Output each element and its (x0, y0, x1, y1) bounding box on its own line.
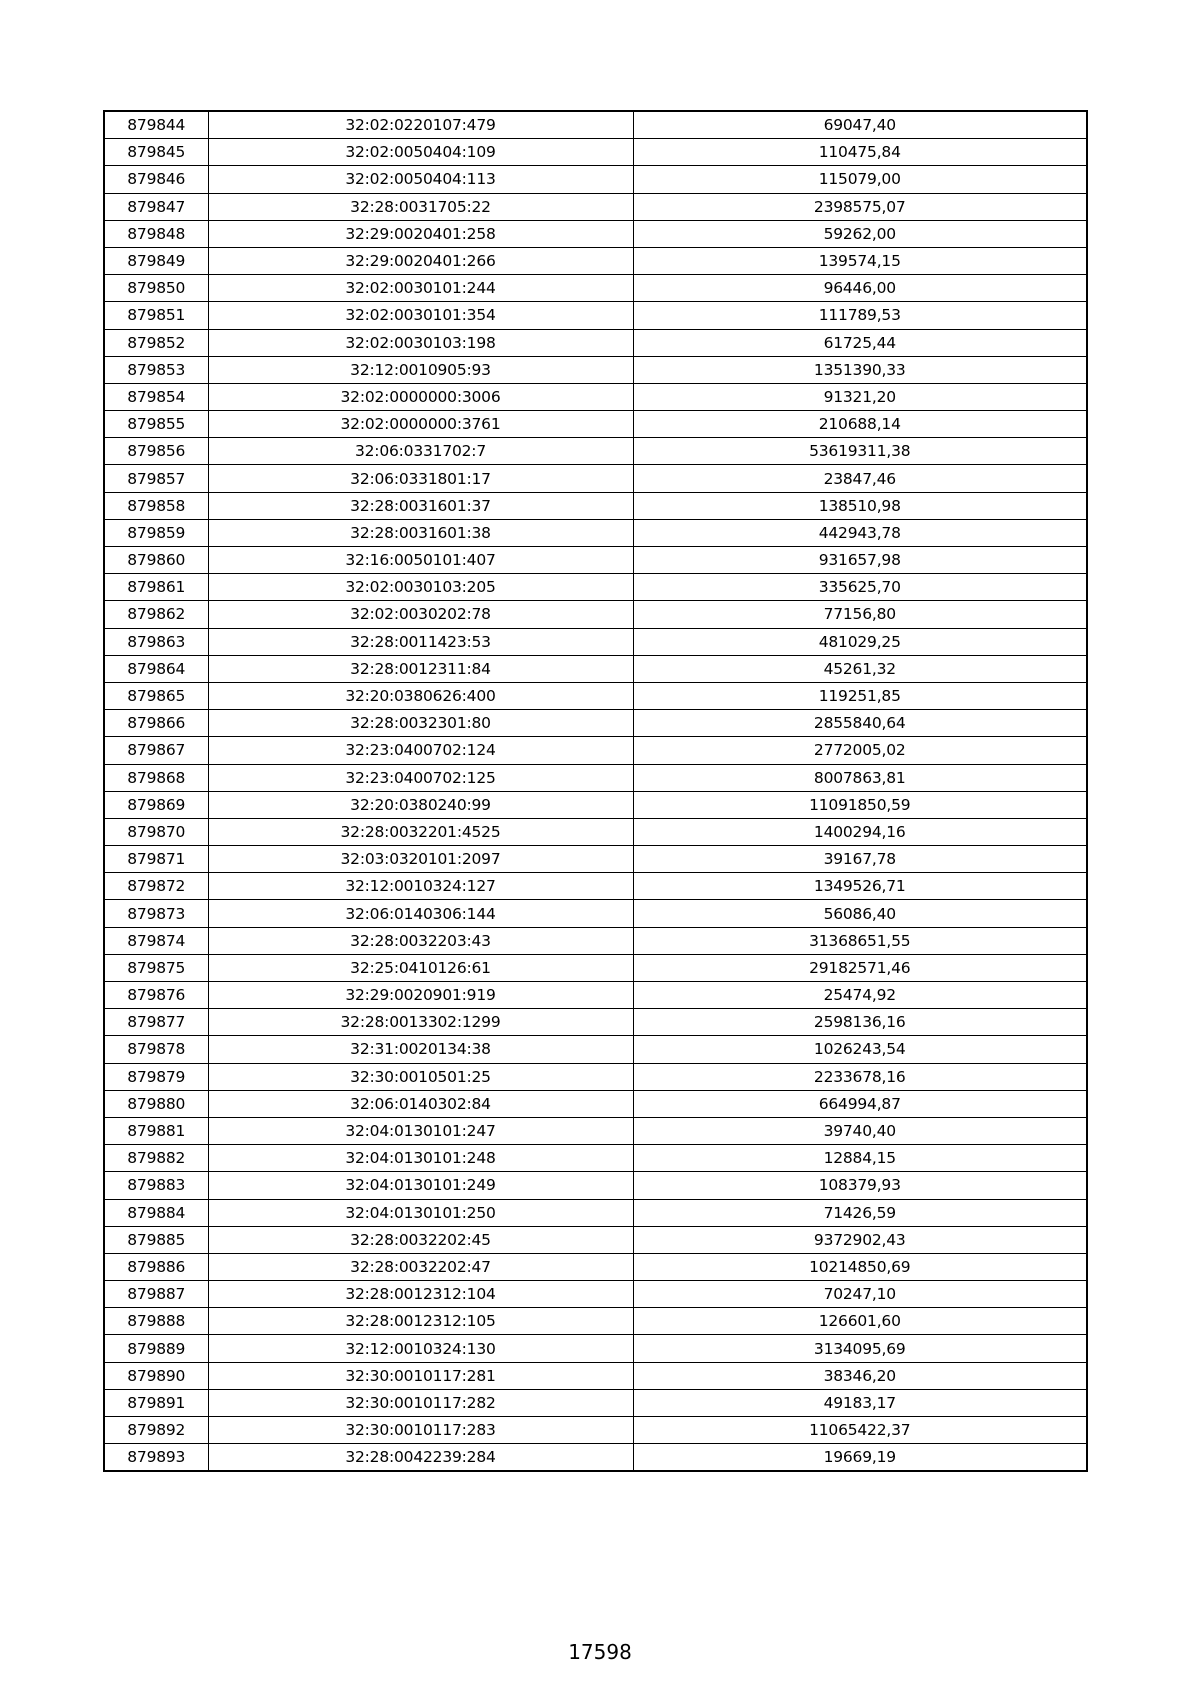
table-row (104, 1417, 1087, 1444)
row-number-cell: 879881 (104, 1117, 208, 1144)
row-number-cell: 879885 (104, 1226, 208, 1253)
value-cell: 38346,20 (633, 1362, 1087, 1389)
row-number-cell: 879876 (104, 982, 208, 1009)
cadastral-number-cell: 32:02:0000000:3006 (208, 383, 633, 410)
row-number-cell: 879884 (104, 1199, 208, 1226)
value-cell: 56086,40 (633, 900, 1087, 927)
table-row (104, 465, 1087, 492)
row-number-cell: 879878 (104, 1036, 208, 1063)
table-row (104, 1117, 1087, 1144)
row-number-cell: 879865 (104, 682, 208, 709)
row-number-cell: 879856 (104, 438, 208, 465)
cadastral-number-cell: 32:28:0031601:38 (208, 519, 633, 546)
value-cell: 1400294,16 (633, 818, 1087, 845)
value-cell: 49183,17 (633, 1389, 1087, 1416)
cadastral-number-cell: 32:12:0010324:127 (208, 873, 633, 900)
table-row (104, 1253, 1087, 1280)
table-row (104, 1063, 1087, 1090)
value-cell: 115079,00 (633, 166, 1087, 193)
table-row (104, 438, 1087, 465)
table-row (104, 547, 1087, 574)
cadastral-number-cell: 32:04:0130101:248 (208, 1145, 633, 1172)
row-number-cell: 879854 (104, 383, 208, 410)
cadastral-number-cell: 32:20:0380626:400 (208, 682, 633, 709)
value-cell: 71426,59 (633, 1199, 1087, 1226)
row-number-cell: 879861 (104, 574, 208, 601)
row-number-cell: 879873 (104, 900, 208, 927)
cadastral-number-cell: 32:28:0031601:37 (208, 492, 633, 519)
row-number-cell: 879877 (104, 1009, 208, 1036)
cadastral-number-cell: 32:04:0130101:250 (208, 1199, 633, 1226)
value-cell: 481029,25 (633, 628, 1087, 655)
table-row (104, 846, 1087, 873)
value-cell: 61725,44 (633, 329, 1087, 356)
value-cell: 2233678,16 (633, 1063, 1087, 1090)
value-cell: 59262,00 (633, 220, 1087, 247)
table-row (104, 492, 1087, 519)
table-row (104, 193, 1087, 220)
cadastral-number-cell: 32:12:0010905:93 (208, 356, 633, 383)
page-number: 17598 (568, 1640, 632, 1664)
row-number-cell: 879868 (104, 764, 208, 791)
registry-table (103, 110, 1088, 1472)
row-number-cell: 879850 (104, 275, 208, 302)
table-row (104, 139, 1087, 166)
row-number-cell: 879863 (104, 628, 208, 655)
row-number-cell: 879847 (104, 193, 208, 220)
table-row (104, 1308, 1087, 1335)
row-number-cell: 879855 (104, 411, 208, 438)
cadastral-number-cell: 32:20:0380240:99 (208, 791, 633, 818)
row-number-cell: 879860 (104, 547, 208, 574)
table-row (104, 873, 1087, 900)
row-number-cell: 879845 (104, 139, 208, 166)
row-number-cell: 879852 (104, 329, 208, 356)
table-row (104, 1090, 1087, 1117)
cadastral-number-cell: 32:25:0410126:61 (208, 954, 633, 981)
cadastral-number-cell: 32:02:0050404:109 (208, 139, 633, 166)
value-cell: 23847,46 (633, 465, 1087, 492)
cadastral-number-cell: 32:23:0400702:125 (208, 764, 633, 791)
value-cell: 39167,78 (633, 846, 1087, 873)
row-number-cell: 879871 (104, 846, 208, 873)
cadastral-number-cell: 32:02:0030202:78 (208, 601, 633, 628)
row-number-cell: 879849 (104, 247, 208, 274)
row-number-cell: 879883 (104, 1172, 208, 1199)
cadastral-number-cell: 32:02:0030101:354 (208, 302, 633, 329)
row-number-cell: 879874 (104, 927, 208, 954)
value-cell: 70247,10 (633, 1281, 1087, 1308)
cadastral-number-cell: 32:02:0030103:205 (208, 574, 633, 601)
row-number-cell: 879872 (104, 873, 208, 900)
value-cell: 53619311,38 (633, 438, 1087, 465)
value-cell: 69047,40 (633, 111, 1087, 139)
table-row (104, 1362, 1087, 1389)
value-cell: 1349526,71 (633, 873, 1087, 900)
value-cell: 10214850,69 (633, 1253, 1087, 1280)
value-cell: 108379,93 (633, 1172, 1087, 1199)
value-cell: 139574,15 (633, 247, 1087, 274)
table-row (104, 1036, 1087, 1063)
row-number-cell: 879892 (104, 1417, 208, 1444)
row-number-cell: 879889 (104, 1335, 208, 1362)
value-cell: 442943,78 (633, 519, 1087, 546)
cadastral-number-cell: 32:06:0331801:17 (208, 465, 633, 492)
table-row (104, 982, 1087, 1009)
value-cell: 9372902,43 (633, 1226, 1087, 1253)
row-number-cell: 879858 (104, 492, 208, 519)
table-row (104, 900, 1087, 927)
table-row (104, 1172, 1087, 1199)
table-row (104, 356, 1087, 383)
table-row (104, 1145, 1087, 1172)
row-number-cell: 879891 (104, 1389, 208, 1416)
value-cell: 210688,14 (633, 411, 1087, 438)
table-row (104, 1226, 1087, 1253)
table-row (104, 329, 1087, 356)
table-row (104, 411, 1087, 438)
value-cell: 12884,15 (633, 1145, 1087, 1172)
value-cell: 2855840,64 (633, 710, 1087, 737)
row-number-cell: 879853 (104, 356, 208, 383)
row-number-cell: 879888 (104, 1308, 208, 1335)
table-row (104, 220, 1087, 247)
table-row (104, 302, 1087, 329)
table-row (104, 601, 1087, 628)
cadastral-number-cell: 32:06:0140306:144 (208, 900, 633, 927)
value-cell: 25474,92 (633, 982, 1087, 1009)
row-number-cell: 879867 (104, 737, 208, 764)
row-number-cell: 879875 (104, 954, 208, 981)
value-cell: 11091850,59 (633, 791, 1087, 818)
cadastral-number-cell: 32:04:0130101:247 (208, 1117, 633, 1144)
value-cell: 96446,00 (633, 275, 1087, 302)
table-row (104, 710, 1087, 737)
value-cell: 1026243,54 (633, 1036, 1087, 1063)
row-number-cell: 879879 (104, 1063, 208, 1090)
table-row (104, 166, 1087, 193)
cadastral-number-cell: 32:12:0010324:130 (208, 1335, 633, 1362)
value-cell: 110475,84 (633, 139, 1087, 166)
value-cell: 1351390,33 (633, 356, 1087, 383)
cadastral-number-cell: 32:03:0320101:2097 (208, 846, 633, 873)
row-number-cell: 879846 (104, 166, 208, 193)
table-row (104, 111, 1087, 139)
cadastral-number-cell: 32:02:0050404:113 (208, 166, 633, 193)
value-cell: 335625,70 (633, 574, 1087, 601)
value-cell: 138510,98 (633, 492, 1087, 519)
table-row (104, 737, 1087, 764)
value-cell: 29182571,46 (633, 954, 1087, 981)
value-cell: 3134095,69 (633, 1335, 1087, 1362)
row-number-cell: 879890 (104, 1362, 208, 1389)
row-number-cell: 879862 (104, 601, 208, 628)
cadastral-number-cell: 32:30:0010117:282 (208, 1389, 633, 1416)
cadastral-number-cell: 32:30:0010501:25 (208, 1063, 633, 1090)
value-cell: 91321,20 (633, 383, 1087, 410)
cadastral-number-cell: 32:28:0012311:84 (208, 655, 633, 682)
row-number-cell: 879864 (104, 655, 208, 682)
value-cell: 2398575,07 (633, 193, 1087, 220)
row-number-cell: 879857 (104, 465, 208, 492)
table-row (104, 927, 1087, 954)
value-cell: 19669,19 (633, 1444, 1087, 1472)
cadastral-number-cell: 32:28:0032301:80 (208, 710, 633, 737)
cadastral-number-cell: 32:28:0032202:47 (208, 1253, 633, 1280)
value-cell: 11065422,37 (633, 1417, 1087, 1444)
table-row (104, 682, 1087, 709)
value-cell: 119251,85 (633, 682, 1087, 709)
cadastral-number-cell: 32:30:0010117:283 (208, 1417, 633, 1444)
row-number-cell: 879866 (104, 710, 208, 737)
table-row (104, 791, 1087, 818)
cadastral-number-cell: 32:28:0011423:53 (208, 628, 633, 655)
row-number-cell: 879870 (104, 818, 208, 845)
table-row (104, 628, 1087, 655)
table-row (104, 1009, 1087, 1036)
row-number-cell: 879893 (104, 1444, 208, 1472)
table-row (104, 764, 1087, 791)
row-number-cell: 879882 (104, 1145, 208, 1172)
row-number-cell: 879886 (104, 1253, 208, 1280)
cadastral-number-cell: 32:28:0042239:284 (208, 1444, 633, 1472)
cadastral-number-cell: 32:28:0012312:105 (208, 1308, 633, 1335)
table-row (104, 1444, 1087, 1472)
cadastral-number-cell: 32:28:0032201:4525 (208, 818, 633, 845)
cadastral-number-cell: 32:28:0032203:43 (208, 927, 633, 954)
cadastral-number-cell: 32:28:0013302:1299 (208, 1009, 633, 1036)
table-row (104, 275, 1087, 302)
value-cell: 126601,60 (633, 1308, 1087, 1335)
cadastral-number-cell: 32:06:0140302:84 (208, 1090, 633, 1117)
value-cell: 77156,80 (633, 601, 1087, 628)
value-cell: 2598136,16 (633, 1009, 1087, 1036)
cadastral-number-cell: 32:16:0050101:407 (208, 547, 633, 574)
row-number-cell: 879851 (104, 302, 208, 329)
table-row (104, 1281, 1087, 1308)
cadastral-number-cell: 32:28:0012312:104 (208, 1281, 633, 1308)
cadastral-number-cell: 32:29:0020901:919 (208, 982, 633, 1009)
table-row (104, 655, 1087, 682)
cadastral-number-cell: 32:29:0020401:258 (208, 220, 633, 247)
value-cell: 664994,87 (633, 1090, 1087, 1117)
table-row (104, 519, 1087, 546)
cadastral-number-cell: 32:02:0030101:244 (208, 275, 633, 302)
table-row (104, 247, 1087, 274)
table-row (104, 574, 1087, 601)
table-row (104, 954, 1087, 981)
cadastral-number-cell: 32:31:0020134:38 (208, 1036, 633, 1063)
value-cell: 931657,98 (633, 547, 1087, 574)
value-cell: 111789,53 (633, 302, 1087, 329)
table-row (104, 818, 1087, 845)
cadastral-number-cell: 32:02:0220107:479 (208, 111, 633, 139)
cadastral-number-cell: 32:04:0130101:249 (208, 1172, 633, 1199)
value-cell: 39740,40 (633, 1117, 1087, 1144)
table-row (104, 1335, 1087, 1362)
cadastral-number-cell: 32:02:0030103:198 (208, 329, 633, 356)
row-number-cell: 879869 (104, 791, 208, 818)
table-row (104, 383, 1087, 410)
row-number-cell: 879844 (104, 111, 208, 139)
value-cell: 8007863,81 (633, 764, 1087, 791)
cadastral-number-cell: 32:23:0400702:124 (208, 737, 633, 764)
cadastral-number-cell: 32:28:0031705:22 (208, 193, 633, 220)
value-cell: 45261,32 (633, 655, 1087, 682)
row-number-cell: 879880 (104, 1090, 208, 1117)
table-row (104, 1389, 1087, 1416)
table-row (104, 1199, 1087, 1226)
cadastral-number-cell: 32:02:0000000:3761 (208, 411, 633, 438)
value-cell: 31368651,55 (633, 927, 1087, 954)
row-number-cell: 879887 (104, 1281, 208, 1308)
cadastral-number-cell: 32:28:0032202:45 (208, 1226, 633, 1253)
cadastral-number-cell: 32:30:0010117:281 (208, 1362, 633, 1389)
row-number-cell: 879848 (104, 220, 208, 247)
cadastral-number-cell: 32:06:0331702:7 (208, 438, 633, 465)
registry-table-body (104, 111, 1087, 1471)
value-cell: 2772005,02 (633, 737, 1087, 764)
cadastral-number-cell: 32:29:0020401:266 (208, 247, 633, 274)
row-number-cell: 879859 (104, 519, 208, 546)
